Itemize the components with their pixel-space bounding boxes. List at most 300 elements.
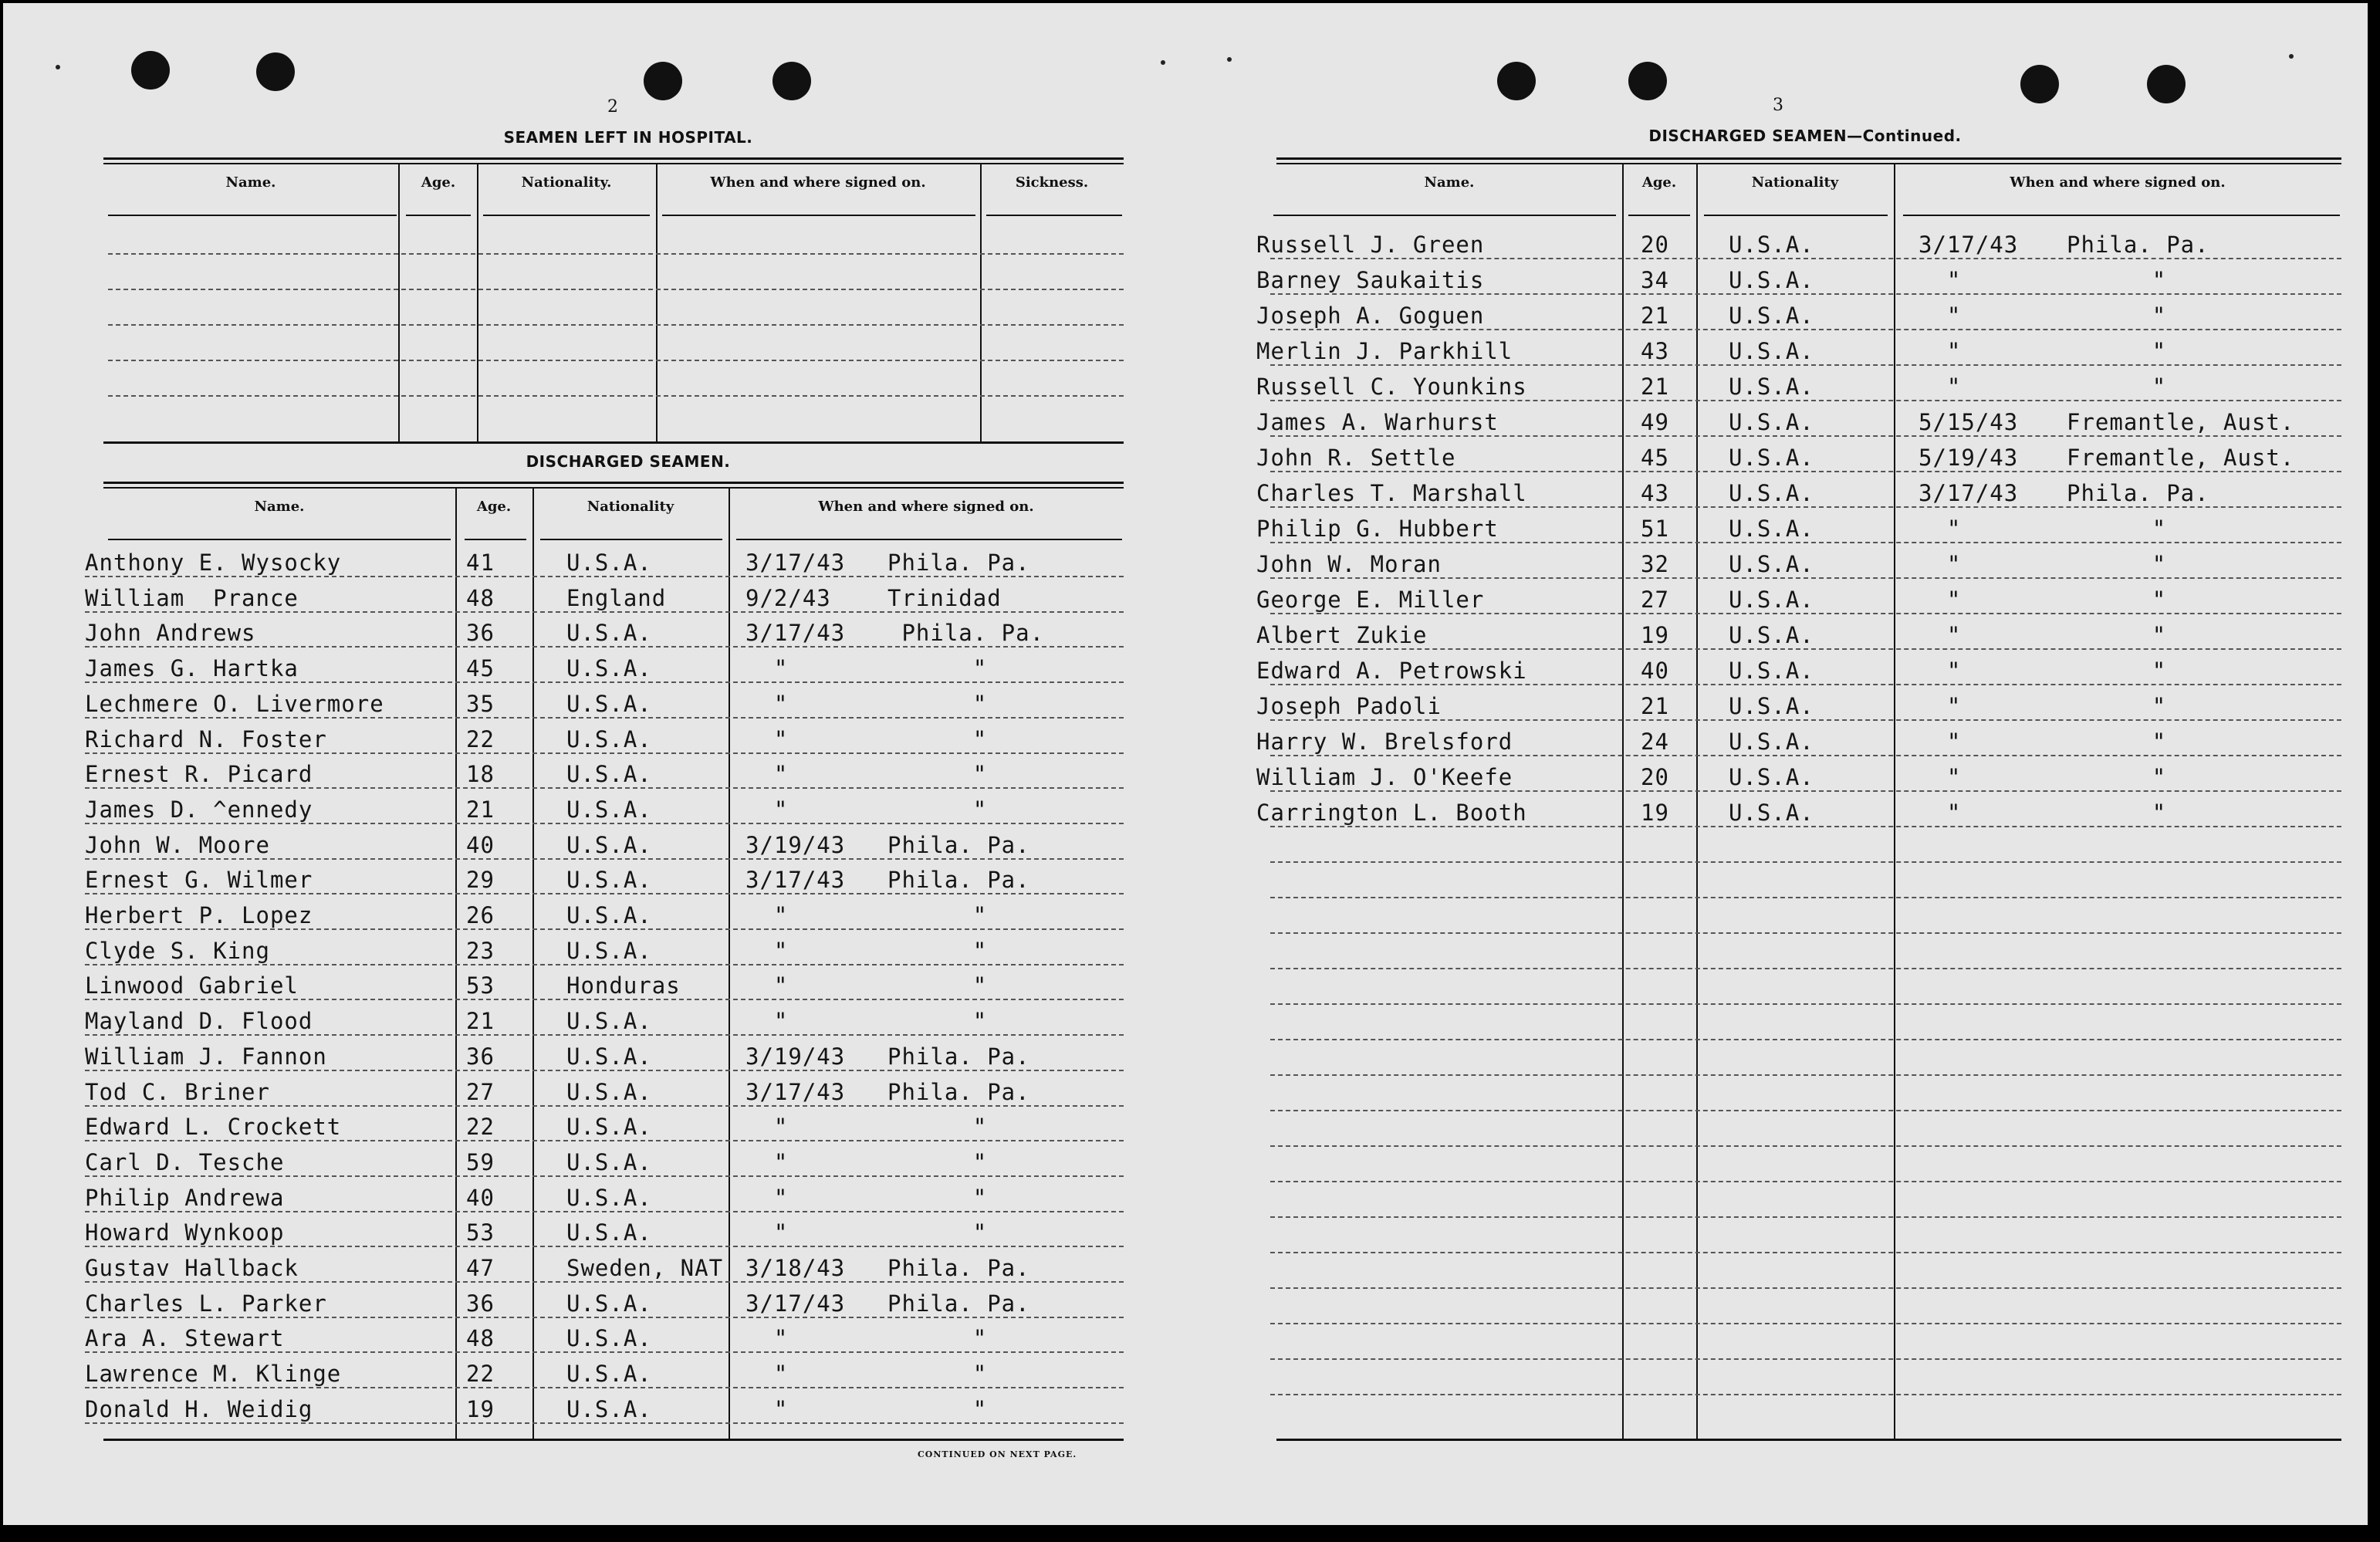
seaman-age: 19	[1641, 622, 1669, 648]
seaman-age: 32	[1641, 551, 1669, 577]
row-rule	[85, 893, 1124, 894]
seaman-nationality: U.S.A.	[566, 1148, 652, 1175]
signed-on-date: "	[745, 796, 789, 823]
row-rule	[85, 1175, 1124, 1177]
signed-on-place: "	[887, 690, 988, 717]
seaman-name: Edward A. Petrowski	[1256, 658, 1527, 684]
continued-section-title: DISCHARGED SEAMEN—Continued.	[1648, 127, 1962, 145]
column-divider	[477, 164, 478, 441]
row-rule	[85, 646, 1124, 648]
signed-on-date: "	[745, 902, 789, 928]
row-rule	[1270, 1252, 2341, 1253]
signed-on-place: "	[887, 725, 988, 752]
seaman-nationality: U.S.A.	[1729, 445, 1814, 471]
seaman-age: 22	[466, 725, 495, 752]
signed-on-place: "	[2067, 729, 2167, 755]
row-rule	[1270, 1287, 2341, 1289]
signed-on-place: Phila. Pa.	[2067, 232, 2209, 258]
row-rule	[1270, 1216, 2341, 1218]
signed-on-place: Phila. Pa.	[2067, 480, 2209, 506]
signed-on-place: "	[887, 937, 988, 964]
signed-on-place: "	[2067, 374, 2167, 400]
seaman-name: John R. Settle	[1256, 445, 1456, 471]
punch-hole	[2020, 65, 2059, 103]
seaman-age: 40	[1641, 658, 1669, 684]
row-rule	[1270, 506, 2341, 508]
seaman-nationality: Sweden, NAT	[566, 1255, 724, 1281]
seaman-name: Joseph A. Goguen	[1256, 303, 1485, 329]
punch-hole	[2147, 65, 2186, 103]
page-number: 3	[1773, 96, 1783, 115]
signed-on-place: "	[2067, 800, 2167, 826]
signed-on-date: "	[1919, 516, 1962, 542]
row-rule	[1270, 826, 2341, 827]
row-rule	[108, 395, 1124, 397]
row-rule	[1270, 684, 2341, 685]
seaman-age: 48	[466, 584, 495, 611]
speck	[1227, 57, 1232, 62]
signed-on-date: "	[745, 655, 789, 682]
signed-on-place: "	[2067, 764, 2167, 790]
seaman-nationality: U.S.A.	[566, 1395, 652, 1422]
column-divider	[1696, 164, 1698, 1439]
row-rule	[85, 576, 1124, 577]
seaman-age: 21	[1641, 303, 1669, 329]
seaman-age: 22	[466, 1361, 495, 1388]
seaman-age: 51	[1641, 516, 1669, 542]
seaman-nationality: U.S.A.	[1729, 267, 1814, 293]
seaman-name: James G. Hartka	[85, 655, 299, 682]
seaman-name: Joseph Padoli	[1256, 693, 1442, 719]
header-underline	[1903, 215, 2340, 216]
signed-on-place: "	[2067, 551, 2167, 577]
row-rule	[85, 787, 1124, 789]
seaman-age: 48	[466, 1325, 495, 1352]
header-underline	[1273, 215, 1616, 216]
signed-on-date: "	[1919, 551, 1962, 577]
row-rule	[1270, 435, 2341, 437]
seaman-age: 27	[1641, 587, 1669, 613]
signed-on-date: "	[1919, 729, 1962, 755]
seaman-name: William J. O'Keefe	[1256, 764, 1513, 790]
signed-on-place: Phila. Pa.	[887, 550, 1030, 576]
column-divider	[1622, 164, 1624, 1439]
speck	[56, 65, 60, 69]
speck	[2289, 54, 2294, 59]
signed-on-date: 3/17/43	[745, 620, 846, 647]
seaman-nationality: U.S.A.	[566, 902, 652, 928]
row-rule	[85, 1105, 1124, 1107]
ledger-sheet	[3, 3, 2368, 1525]
signed-on-date: "	[1919, 267, 1962, 293]
seaman-age: 26	[466, 902, 495, 928]
signed-on-date: "	[1919, 587, 1962, 613]
seaman-nationality: U.S.A.	[1729, 658, 1814, 684]
row-rule	[1270, 1394, 2341, 1395]
seaman-name: Ernest G. Wilmer	[85, 867, 313, 894]
signed-on-date: 3/17/43	[1919, 232, 2019, 258]
signed-on-date: "	[1919, 658, 1962, 684]
row-rule	[1270, 968, 2341, 969]
seaman-age: 36	[466, 1043, 495, 1070]
seaman-nationality: U.S.A.	[566, 725, 652, 752]
punch-hole	[1628, 62, 1667, 100]
signed-on-place: "	[887, 1219, 988, 1246]
seaman-name: Barney Saukaitis	[1256, 267, 1485, 293]
seaman-nationality: U.S.A.	[566, 1184, 652, 1211]
column-divider	[656, 164, 658, 441]
signed-on-date: "	[745, 1184, 789, 1211]
signed-on-date: "	[745, 1008, 789, 1035]
seaman-nationality: U.S.A.	[1729, 800, 1814, 826]
signed-on-place: Phila. Pa.	[887, 1290, 1030, 1317]
row-rule	[85, 1140, 1124, 1141]
row-rule	[1270, 1358, 2341, 1360]
seaman-age: 24	[1641, 729, 1669, 755]
header-underline	[736, 539, 1122, 540]
seaman-age: 49	[1641, 409, 1669, 435]
seaman-name: Ara A. Stewart	[85, 1325, 285, 1352]
punch-hole	[256, 52, 295, 91]
row-rule	[1270, 1074, 2341, 1076]
signed-on-place: "	[887, 1008, 988, 1035]
seaman-name: Clyde S. King	[85, 937, 270, 964]
row-rule	[1270, 897, 2341, 898]
seaman-nationality: U.S.A.	[1729, 764, 1814, 790]
signed-on-place: Phila. Pa.	[887, 1043, 1030, 1070]
column-header-name: Name.	[225, 174, 276, 191]
header-underline	[1628, 215, 1690, 216]
header-underline	[465, 539, 526, 540]
signed-on-date: "	[745, 1361, 789, 1388]
signed-on-date: "	[745, 972, 789, 999]
signed-on-place: "	[2067, 338, 2167, 364]
header-underline	[662, 215, 975, 216]
row-rule	[1270, 400, 2341, 401]
column-header-name: Name.	[1424, 174, 1475, 191]
signed-on-place: "	[2067, 516, 2167, 542]
signed-on-place: "	[887, 655, 988, 682]
seaman-nationality: U.S.A.	[566, 550, 652, 576]
seaman-name: Harry W. Brelsford	[1256, 729, 1513, 755]
header-underline	[406, 215, 471, 216]
row-rule	[1270, 1323, 2341, 1324]
seaman-name: William J. Fannon	[85, 1043, 327, 1070]
seaman-nationality: U.S.A.	[1729, 587, 1814, 613]
table-top-rule	[103, 482, 1124, 484]
column-header-sickness: Sickness.	[1015, 174, 1089, 191]
signed-on-date: 3/17/43	[1919, 480, 2019, 506]
row-rule	[85, 858, 1124, 860]
continued-note: CONTINUED ON NEXT PAGE.	[918, 1449, 1077, 1459]
seaman-age: 27	[466, 1078, 495, 1105]
signed-on-place: "	[887, 1325, 988, 1352]
signed-on-date: 3/17/43	[745, 867, 846, 894]
row-rule	[1270, 932, 2341, 934]
column-header-when-where: When and where signed on.	[2010, 174, 2226, 191]
column-header-age: Age.	[476, 499, 512, 515]
signed-on-place: "	[887, 1361, 988, 1388]
seaman-nationality: U.S.A.	[566, 655, 652, 682]
row-rule	[108, 360, 1124, 361]
row-rule	[1270, 542, 2341, 543]
row-rule	[1270, 329, 2341, 330]
column-divider	[980, 164, 982, 441]
row-rule	[85, 1422, 1124, 1424]
seaman-nationality: U.S.A.	[1729, 622, 1814, 648]
seaman-nationality: U.S.A.	[1729, 516, 1814, 542]
punch-hole	[644, 62, 682, 100]
table-bottom-rule	[103, 1439, 1124, 1441]
row-rule	[1270, 1039, 2341, 1040]
table-bottom-rule	[1276, 1439, 2341, 1441]
table-top-rule	[1276, 157, 2341, 160]
signed-on-date: 3/17/43	[745, 1078, 846, 1105]
signed-on-date: "	[745, 725, 789, 752]
seaman-age: 45	[1641, 445, 1669, 471]
signed-on-date: "	[745, 1325, 789, 1352]
row-rule	[85, 964, 1124, 965]
seaman-name: Russell C. Younkins	[1256, 374, 1527, 400]
seaman-name: Albert Zukie	[1256, 622, 1428, 648]
row-rule	[1270, 1110, 2341, 1111]
signed-on-place: "	[2067, 587, 2167, 613]
seaman-name: Gustav Hallback	[85, 1255, 299, 1281]
seaman-nationality: U.S.A.	[566, 1043, 652, 1070]
row-rule	[1270, 613, 2341, 614]
seaman-age: 45	[466, 655, 495, 682]
signed-on-date: "	[1919, 800, 1962, 826]
seaman-nationality: U.S.A.	[566, 831, 652, 858]
row-rule	[85, 1034, 1124, 1036]
seaman-name: Mayland D. Flood	[85, 1008, 313, 1035]
signed-on-place: "	[2067, 658, 2167, 684]
row-rule	[1270, 293, 2341, 295]
column-divider	[1894, 164, 1895, 1439]
seaman-nationality: U.S.A.	[1729, 729, 1814, 755]
row-rule	[1270, 364, 2341, 366]
signed-on-date: 5/15/43	[1919, 409, 2019, 435]
seaman-name: Linwood Gabriel	[85, 972, 299, 999]
signed-on-place: Phila. Pa.	[887, 867, 1030, 894]
seaman-nationality: Honduras	[566, 972, 681, 999]
signed-on-date: 3/17/43	[745, 550, 846, 576]
row-rule	[1270, 1181, 2341, 1182]
header-underline	[108, 539, 451, 540]
seaman-age: 53	[466, 972, 495, 999]
signed-on-date: 5/19/43	[1919, 445, 2019, 471]
row-rule	[1270, 258, 2341, 259]
signed-on-place: "	[887, 902, 988, 928]
row-rule	[85, 1351, 1124, 1353]
seaman-age: 36	[466, 620, 495, 647]
signed-on-place: Phila. Pa.	[887, 1078, 1030, 1105]
header-underline	[483, 215, 650, 216]
seaman-age: 40	[466, 1184, 495, 1211]
signed-on-place: Fremantle, Aust.	[2067, 409, 2295, 435]
row-rule	[1270, 861, 2341, 863]
seaman-nationality: U.S.A.	[1729, 551, 1814, 577]
seaman-age: 19	[466, 1395, 495, 1422]
punch-hole	[131, 51, 170, 90]
seaman-age: 21	[466, 796, 495, 823]
seaman-nationality: U.S.A.	[566, 1290, 652, 1317]
row-rule	[1270, 577, 2341, 579]
seaman-name: Carrington L. Booth	[1256, 800, 1527, 826]
signed-on-date: "	[745, 1148, 789, 1175]
signed-on-place: Phila. Pa.	[887, 1255, 1030, 1281]
seaman-name: Merlin J. Parkhill	[1256, 338, 1513, 364]
seaman-name: James D. ^ennedy	[85, 796, 313, 823]
seaman-nationality: U.S.A.	[566, 1361, 652, 1388]
page-number: 2	[607, 97, 618, 117]
signed-on-place: "	[887, 972, 988, 999]
seaman-age: 20	[1641, 764, 1669, 790]
seaman-nationality: U.S.A.	[566, 690, 652, 717]
seaman-age: 43	[1641, 480, 1669, 506]
seaman-age: 35	[466, 690, 495, 717]
row-rule	[108, 253, 1124, 255]
seaman-age: 21	[1641, 693, 1669, 719]
header-underline	[540, 539, 722, 540]
seaman-age: 47	[466, 1255, 495, 1281]
signed-on-date: 3/19/43	[745, 831, 846, 858]
seaman-age: 41	[466, 550, 495, 576]
signed-on-place: "	[2067, 303, 2167, 329]
seaman-name: Richard N. Foster	[85, 725, 327, 752]
row-rule	[1270, 790, 2341, 792]
seaman-age: 23	[466, 937, 495, 964]
seaman-age: 53	[466, 1219, 495, 1246]
seaman-age: 21	[466, 1008, 495, 1035]
seaman-name: Herbert P. Lopez	[85, 902, 313, 928]
signed-on-place: Trinidad	[887, 584, 1002, 611]
seaman-name: Philip Andrewa	[85, 1184, 285, 1211]
seaman-nationality: U.S.A.	[566, 1078, 652, 1105]
signed-on-place: "	[887, 1114, 988, 1141]
seaman-name: John W. Moore	[85, 831, 270, 858]
seaman-name: Russell J. Green	[1256, 232, 1485, 258]
hospital-section-title: SEAMEN LEFT IN HOSPITAL.	[503, 128, 753, 147]
seaman-nationality: U.S.A.	[1729, 303, 1814, 329]
seaman-nationality: U.S.A.	[566, 1325, 652, 1352]
signed-on-date: "	[1919, 338, 1962, 364]
seaman-name: Donald H. Weidig	[85, 1395, 313, 1422]
speck	[1161, 60, 1165, 65]
punch-hole	[1497, 62, 1536, 100]
seaman-name: Philip G. Hubbert	[1256, 516, 1499, 542]
row-rule	[85, 928, 1124, 930]
table-top-rule	[1276, 163, 2341, 164]
row-rule	[1270, 755, 2341, 756]
seaman-nationality: U.S.A.	[1729, 374, 1814, 400]
seaman-name: George E. Miller	[1256, 587, 1485, 613]
row-rule	[85, 999, 1124, 1000]
seaman-name: John Andrews	[85, 620, 256, 647]
seaman-nationality: U.S.A.	[1729, 693, 1814, 719]
seaman-nationality: U.S.A.	[1729, 409, 1814, 435]
signed-on-place: "	[887, 1148, 988, 1175]
seaman-name: Carl D. Tesche	[85, 1148, 285, 1175]
signed-on-date: "	[745, 1395, 789, 1422]
signed-on-date: "	[745, 1219, 789, 1246]
signed-on-date: 3/17/43	[745, 1290, 846, 1317]
signed-on-date: "	[745, 761, 789, 788]
column-header-name: Name.	[254, 499, 305, 515]
seaman-nationality: U.S.A.	[566, 937, 652, 964]
row-rule	[85, 823, 1124, 824]
signed-on-date: "	[1919, 764, 1962, 790]
signed-on-date: "	[1919, 374, 1962, 400]
signed-on-place: Phila. Pa.	[887, 620, 1045, 647]
signed-on-place: "	[887, 1395, 988, 1422]
row-rule	[85, 1211, 1124, 1212]
column-header-nationality: Nationality	[587, 499, 674, 515]
right-page	[1184, 3, 2368, 1525]
row-rule	[1270, 648, 2341, 650]
seaman-name: Lawrence M. Klinge	[85, 1361, 342, 1388]
seaman-nationality: U.S.A.	[566, 761, 652, 788]
seaman-nationality: U.S.A.	[566, 796, 652, 823]
seaman-name: Anthony E. Wysocky	[85, 550, 342, 576]
seaman-nationality: U.S.A.	[1729, 480, 1814, 506]
row-rule	[85, 681, 1124, 683]
seaman-name: Lechmere O. Livermore	[85, 690, 384, 717]
column-header-age: Age.	[1641, 174, 1677, 191]
row-rule	[108, 324, 1124, 326]
seaman-name: Howard Wynkoop	[85, 1219, 285, 1246]
seaman-age: 22	[466, 1114, 495, 1141]
column-header-when-where: When and where signed on.	[818, 499, 1034, 515]
column-header-when-where: When and where signed on.	[710, 174, 926, 191]
row-rule	[85, 717, 1124, 719]
row-rule	[1270, 471, 2341, 472]
seaman-age: 43	[1641, 338, 1669, 364]
signed-on-place: "	[2067, 267, 2167, 293]
column-header-age: Age.	[421, 174, 456, 191]
seaman-nationality: England	[566, 584, 667, 611]
signed-on-date: "	[745, 937, 789, 964]
seaman-nationality: U.S.A.	[566, 620, 652, 647]
table-bottom-rule	[103, 441, 1124, 444]
seaman-age: 29	[466, 867, 495, 894]
signed-on-place: "	[887, 761, 988, 788]
seaman-nationality: U.S.A.	[566, 1114, 652, 1141]
seaman-nationality: U.S.A.	[1729, 232, 1814, 258]
row-rule	[108, 289, 1124, 290]
seaman-nationality: U.S.A.	[1729, 338, 1814, 364]
seaman-age: 20	[1641, 232, 1669, 258]
row-rule	[85, 611, 1124, 613]
seaman-nationality: U.S.A.	[566, 867, 652, 894]
signed-on-date: "	[1919, 303, 1962, 329]
seaman-age: 18	[466, 761, 495, 788]
signed-on-place: Phila. Pa.	[887, 831, 1030, 858]
seaman-nationality: U.S.A.	[566, 1008, 652, 1035]
signed-on-date: "	[745, 1114, 789, 1141]
row-rule	[85, 752, 1124, 754]
seaman-age: 21	[1641, 374, 1669, 400]
row-rule	[85, 1317, 1124, 1318]
signed-on-date: 3/19/43	[745, 1043, 846, 1070]
header-underline	[1704, 215, 1888, 216]
signed-on-date: "	[1919, 693, 1962, 719]
seaman-name: Edward L. Crockett	[85, 1114, 342, 1141]
signed-on-place: "	[887, 796, 988, 823]
table-top-rule	[103, 487, 1124, 489]
row-rule	[1270, 1145, 2341, 1147]
seaman-name: Charles T. Marshall	[1256, 480, 1527, 506]
